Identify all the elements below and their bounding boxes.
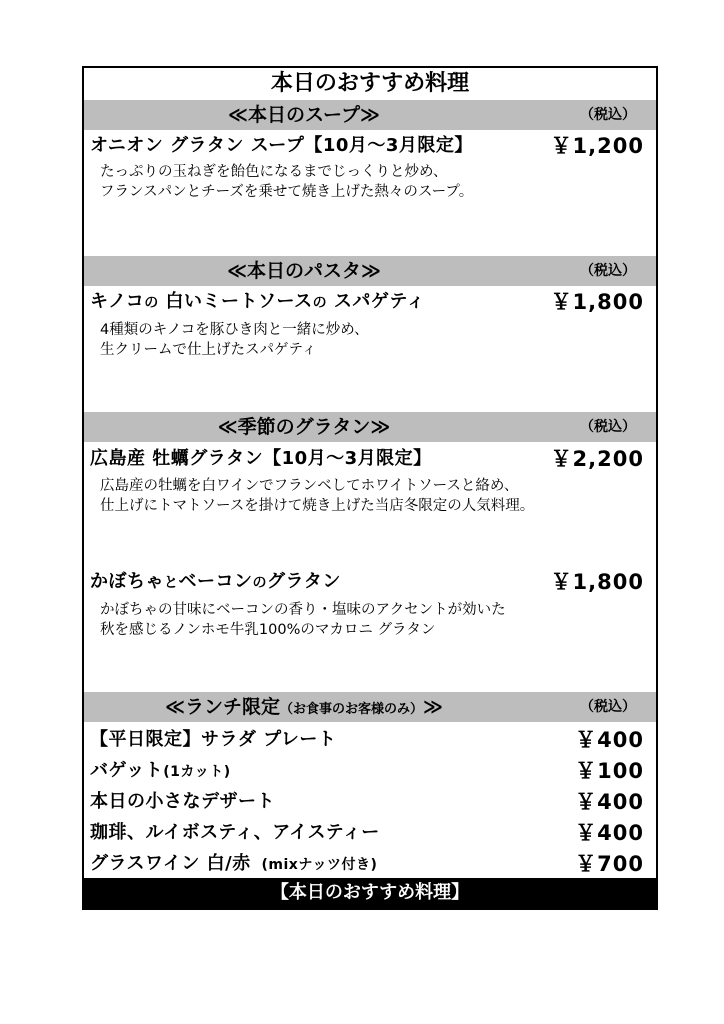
item-price: ￥1,200 (550, 134, 644, 158)
menu-board (82, 66, 658, 910)
item-price: ￥400 (575, 728, 644, 752)
item-name: グラスワイン 白/赤 (mixナッツ付き) (90, 853, 378, 874)
item-description (100, 600, 644, 640)
description-line: 広島産の牡蠣を白ワインでフランベしてホワイトソースと絡め、 (100, 478, 519, 494)
menu-item-mushroom-spaghetti (90, 288, 644, 316)
section-header-pasta (84, 256, 656, 286)
section-title: ≪ランチ限定（お食事のお客様のみ）≫ (165, 696, 443, 718)
section-header-soup (84, 100, 656, 130)
tax-label: （税込） (580, 263, 636, 279)
item-price: ￥400 (575, 790, 644, 814)
description-line: 生クリームで仕上げたスパゲティ (100, 342, 317, 358)
tax-label: （税込） (580, 107, 636, 123)
description-line: 仕上げにトマトソースを掛けて焼き上げた当店冬限定の人気料理。 (100, 498, 535, 514)
menu-title: 本日のおすすめ料理 (270, 71, 470, 96)
item-description (100, 162, 644, 202)
description-line: フランスパンとチーズを乗せて焼き上げた熱々のスープ。 (100, 184, 474, 200)
description-line: かぼちゃの甘味にベーコンの香り・塩味のアクセントが効いた (100, 602, 506, 618)
menu-item-baguette (90, 757, 644, 785)
item-price: ￥2,200 (550, 447, 644, 471)
item-price: ￥100 (575, 759, 644, 783)
item-name: かぼちゃとベーコンのグラタン (90, 571, 341, 592)
description-line: 4種類のキノコを豚ひき肉と一緒に炒め、 (100, 322, 369, 338)
item-price: ￥400 (575, 821, 644, 845)
item-name: 【平日限定】サラダ プレート (90, 729, 337, 750)
menu-item-mini-dessert (90, 788, 644, 816)
description-line: たっぷりの玉ねぎを飴色になるまでじっくりと炒め、 (100, 164, 448, 180)
section-header-lunch (84, 692, 656, 722)
section-header-gratin (84, 412, 656, 442)
item-name: 珈琲、ルイボスティ、アイスティー (90, 822, 380, 843)
footer-banner: 【本日のおすすめ料理】 (84, 878, 656, 908)
item-price: ￥1,800 (550, 570, 644, 594)
item-price: ￥700 (575, 852, 644, 876)
tax-label: （税込） (580, 419, 636, 435)
menu-item-onion-gratin-soup (90, 132, 644, 160)
menu-item-glass-wine (90, 850, 644, 878)
section-title: ≪本日のパスタ≫ (227, 260, 381, 282)
menu-item-pumpkin-bacon-gratin (90, 568, 644, 596)
item-description (100, 320, 644, 360)
menu-item-oyster-gratin (90, 445, 644, 473)
item-name: 本日の小さなデザート (90, 791, 275, 812)
menu-item-drinks (90, 819, 644, 847)
item-name: オニオン グラタン スープ【10月～3月限定】 (90, 135, 473, 156)
item-description (100, 476, 644, 516)
item-name: バゲット(1カット) (90, 760, 231, 781)
tax-label: （税込） (580, 699, 636, 715)
section-title: ≪季節のグラタン≫ (217, 416, 391, 438)
menu-item-salad-plate (90, 726, 644, 754)
section-title: ≪本日のスープ≫ (228, 104, 380, 126)
item-name: キノコの 白いミートソースの スパゲティ (90, 291, 425, 312)
item-name: 広島産 牡蠣グラタン【10月～3月限定】 (90, 448, 432, 469)
description-line: 秋を感じるノンホモ牛乳100%のマカロニ グラタン (100, 622, 436, 638)
item-price: ￥1,800 (550, 290, 644, 314)
